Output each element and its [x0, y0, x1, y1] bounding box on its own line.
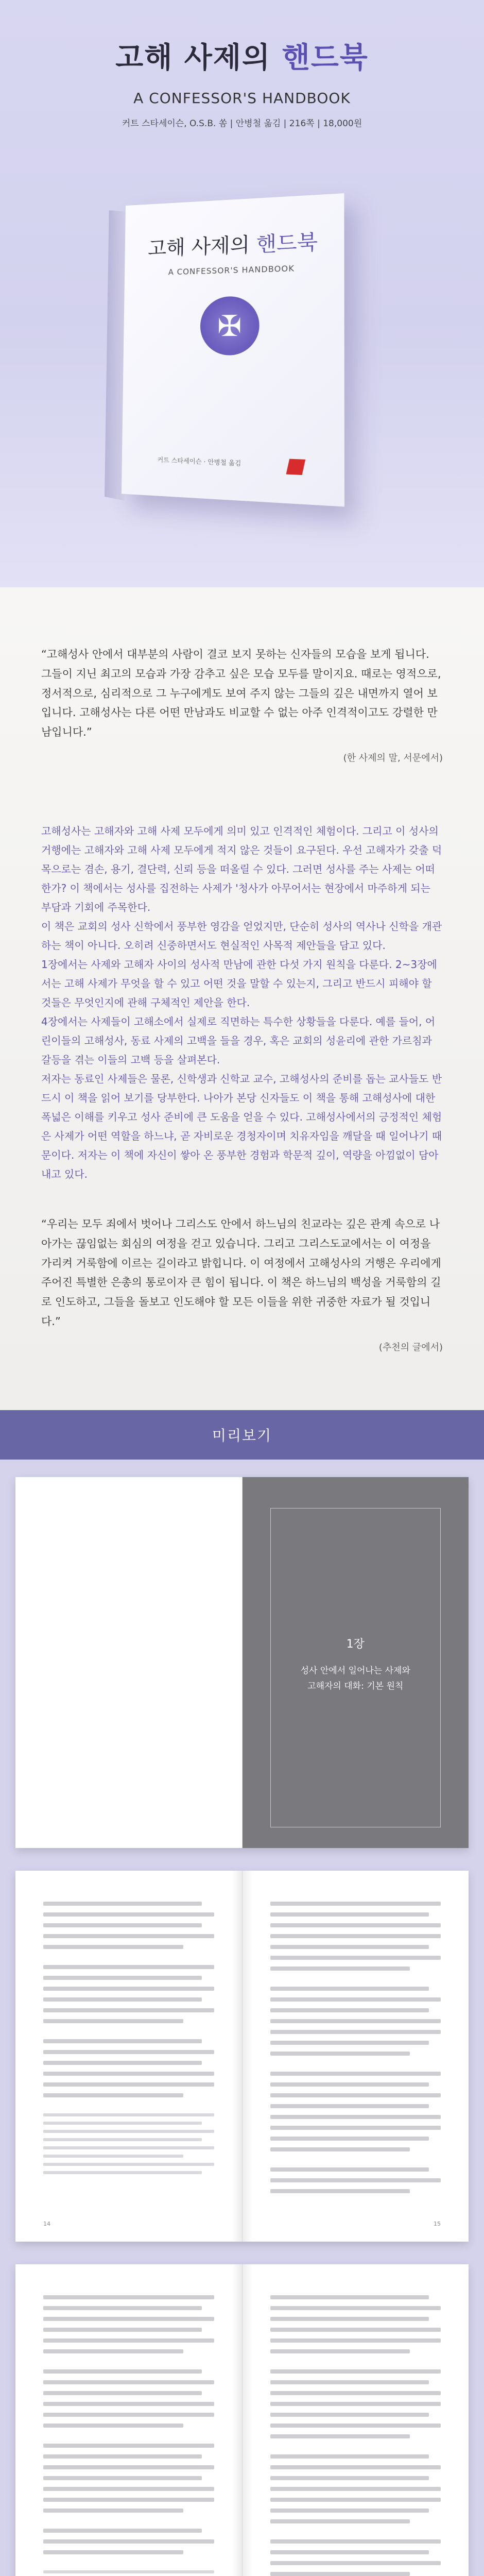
text-line-placeholder — [43, 2171, 202, 2174]
text-line-placeholder — [270, 2380, 429, 2384]
preview-heading: 미리보기 — [212, 1427, 272, 1444]
text-line-placeholder — [43, 1997, 202, 2002]
text-line-placeholder — [270, 2093, 441, 2097]
hero-title — [0, 0, 484, 76]
text-line-placeholder — [43, 2146, 214, 2149]
recommendation-quote-source: (추천의 글에서) — [378, 1342, 443, 1353]
preview-pages — [0, 1460, 484, 2576]
description-paragraph: 저자는 동료인 사제들은 물론, 신학생과 신학교 교수, 고해성사의 준비를 돕는 교사들도 반드시 이 책을 읽어 보기를 당부한다. 나아가 본당 신자들도 이 책을 통해 고해성사에 대한 폭넓은 이해를 키우고 성사 준비에 큰 도움을 얻을 수 있다. 고해성사에서의 긍정적인 체험은 사제가 어떤 역할을 하느냐, 곧 자비로운 경청자이며 치유자임을 깨달을 때 일어나기 때문이다. 저자는 이 책에 자신이 쌓아 온 풍부한 경험과 학문적 깊이, 역량을 아낌없이 담아내고 있다. — [41, 1072, 442, 1180]
blank-page — [15, 1477, 243, 1848]
text-line-placeholder — [270, 2561, 441, 2565]
book-description — [41, 822, 443, 1184]
page-spread — [15, 1871, 469, 2242]
text-line-placeholder — [43, 2369, 202, 2374]
text-line-placeholder — [270, 2509, 429, 2513]
text-line-placeholder — [270, 1967, 410, 1971]
description-paragraph: 1장에서는 사제와 고해자 사이의 성사적 만남에 관한 다섯 가지 원칙을 다룬다. 2~3장에서는 고해 사제가 무엇을 할 수 있고 어떤 것을 말할 수 있는지, 그리고 반드시 피해야 할 것들은 무엇인지에 관해 구체적인 제안을 한다. — [41, 958, 437, 1009]
text-line-placeholder — [43, 2550, 183, 2554]
book-meta-info: 커트 스타세이슨, O.S.B. 쏨 | 안병철 옮김 | 216쪽 | 18,000원 — [122, 118, 362, 129]
text-line-placeholder — [43, 2155, 183, 2158]
text-line-placeholder — [43, 2402, 214, 2406]
text-line-placeholder — [43, 2444, 214, 2448]
text-line-placeholder — [43, 2509, 183, 2513]
text-line-placeholder — [270, 1923, 441, 1927]
text-page — [243, 1871, 469, 2242]
text-line-placeholder — [270, 2550, 429, 2554]
text-line-placeholder — [270, 2402, 441, 2406]
text-line-placeholder — [43, 1912, 214, 1917]
text-line-placeholder — [43, 2498, 214, 2502]
book-cover-subtitle: A CONFESSOR'S HANDBOOK — [168, 263, 295, 277]
text-line-placeholder — [270, 2306, 441, 2310]
text-line-placeholder — [43, 2113, 214, 2116]
text-line-placeholder — [270, 2413, 429, 2417]
text-line-placeholder — [43, 2306, 202, 2310]
text-line-placeholder — [270, 2391, 441, 2395]
text-line-placeholder — [270, 2082, 429, 2087]
page-spread — [15, 2264, 469, 2576]
text-line-placeholder — [43, 2349, 183, 2353]
text-line-placeholder — [43, 2093, 183, 2097]
text-line-placeholder — [43, 1945, 183, 1949]
text-line-placeholder — [43, 2082, 214, 2087]
text-line-placeholder — [43, 2413, 214, 2417]
chapter-number: 1장 — [346, 1637, 365, 1651]
text-line-placeholder — [43, 2039, 202, 2043]
text-line-placeholder — [43, 2380, 214, 2384]
text-line-placeholder — [270, 2572, 410, 2576]
text-page — [15, 2264, 243, 2576]
text-line-placeholder — [270, 1902, 441, 1906]
text-line-placeholder — [270, 2008, 429, 2012]
text-line-placeholder — [43, 1902, 202, 1906]
text-line-placeholder — [43, 2008, 214, 2012]
text-line-placeholder — [270, 2434, 410, 2438]
text-line-placeholder — [43, 2424, 183, 2428]
text-line-placeholder — [270, 2126, 441, 2130]
text-line-placeholder — [270, 1912, 429, 1917]
text-line-placeholder — [270, 1987, 429, 1991]
text-line-placeholder — [43, 1987, 214, 1991]
page-number: 14 — [43, 2220, 50, 2227]
text-line-placeholder — [270, 2052, 410, 2056]
text-line-placeholder — [43, 2163, 214, 2166]
text-line-placeholder — [43, 1934, 214, 1938]
text-line-placeholder — [43, 1976, 202, 1980]
text-line-placeholder — [43, 2295, 214, 2299]
text-line-placeholder — [270, 2030, 441, 2034]
text-line-placeholder — [270, 2115, 441, 2119]
book-cover-title-accent: 핸드북 — [256, 230, 318, 257]
opening-quote-source: (한 사제의 말, 서문에서) — [343, 752, 443, 764]
text-line-placeholder — [43, 2476, 202, 2480]
page-spread — [15, 1477, 469, 1848]
book-cover-title — [140, 225, 327, 261]
text-line-placeholder — [43, 2338, 214, 2343]
text-line-placeholder — [270, 2295, 429, 2299]
text-line-placeholder — [270, 1945, 429, 1949]
description-paragraph: 4장에서는 사제들이 고해소에서 실제로 직면하는 특수한 상황들을 다룬다. 예를 들어, 어린이들의 고해성사, 동료 사제의 고백을 들을 경우, 혹은 교회의 성윤리에 관한 가르침과 갈등을 겪는 이들의 고백 등을 살펴본다. — [41, 1015, 436, 1066]
book-cover-image — [122, 193, 344, 506]
text-line-placeholder — [43, 2138, 202, 2141]
text-line-placeholder — [270, 2519, 410, 2523]
text-line-placeholder — [43, 2465, 214, 2469]
text-line-placeholder — [43, 2454, 202, 2459]
text-line-placeholder — [43, 2130, 214, 2133]
text-line-placeholder — [270, 2338, 441, 2343]
preview-section-header — [0, 1410, 484, 1460]
book-introduction — [0, 587, 484, 1410]
text-line-placeholder — [43, 2072, 214, 2076]
text-line-placeholder — [270, 2539, 441, 2544]
text-line-placeholder — [270, 2349, 410, 2353]
text-line-placeholder — [270, 2369, 441, 2374]
recommendation-quote: “우리는 모두 죄에서 벗어나 그리스도 안에서 하느님의 친교라는 깊은 관계 속으로 나아가는 끊임없는 회심의 여정을 걷고 있습니다. 그리고 그리스도교에서는 이 여정을 가리켜 거룩함에 이르는 길이라고 밝힙니다. 이 여정에서 고해성사의 거행은 우리에게 주어진 특별한 은총의 통로이자 큰 힘이 됩니다. 이 책은 하느님의 백성을 거룩함의 길로 인도하고, 그들을 돌보고 인도해야 할 모든 이들을 위한 귀중한 자료가 될 것입니다.” — [41, 1217, 441, 1328]
text-line-placeholder — [43, 2061, 202, 2065]
text-line-placeholder — [43, 2122, 202, 2125]
text-line-placeholder — [43, 2050, 214, 2054]
text-line-placeholder — [270, 2104, 429, 2108]
text-page — [15, 1871, 243, 2242]
book-cover-author: 커트 스타세이슨 · 안병철 옮김 — [157, 456, 241, 467]
text-line-placeholder — [270, 2041, 429, 2045]
hero-title-accent: 핸드북 — [282, 41, 369, 75]
text-line-placeholder — [270, 2487, 441, 2491]
cross-emblem-icon: ✠ — [200, 296, 259, 355]
text-line-placeholder — [270, 2328, 441, 2332]
text-line-placeholder — [270, 2498, 441, 2502]
opening-quote: “고해성사 안에서 대부분의 사람이 결코 보지 못하는 신자들의 모습을 보게 됩니다. 그들이 지닌 최고의 모습과 가장 감추고 싶은 모습 모두를 말이지요. 때로는 영적으로, 정서적으로, 심리적으로 그 누구에게도 보여 주지 않는 그들의 깊은 내면까지 열어 보입니다. 고해성사는 다른 어떤 만남과도 비교할 수 없는 아주 인격적이고도 강렬한 만남입니다.” — [41, 648, 441, 739]
text-line-placeholder — [270, 1997, 441, 2002]
text-line-placeholder — [43, 2539, 214, 2544]
book-cover — [122, 193, 344, 506]
text-line-placeholder — [270, 2072, 441, 2076]
text-line-placeholder — [43, 2019, 183, 2023]
hero-banner — [0, 0, 484, 587]
text-line-placeholder — [270, 1956, 441, 1960]
text-line-placeholder — [43, 2487, 214, 2491]
page-number: 15 — [434, 2220, 441, 2227]
description-paragraph: 이 책은 교회의 성사 신학에서 풍부한 영감을 얻었지만, 단순히 성사의 역사나 신학을 개관하는 책이 아니다. 오히려 신중하면서도 현실적인 사목적 제안들을 담고 있다. — [41, 920, 442, 952]
hero-subtitle: A CONFESSOR'S HANDBOOK — [133, 90, 351, 107]
hero-title-main: 고해 사제의 — [115, 41, 282, 75]
chapter-frame — [270, 1508, 441, 1827]
text-page — [243, 2264, 469, 2576]
text-line-placeholder — [270, 2137, 429, 2141]
text-line-placeholder — [270, 2189, 410, 2193]
text-line-placeholder — [43, 2391, 202, 2395]
text-line-placeholder — [270, 2019, 441, 2023]
text-line-placeholder — [270, 2317, 429, 2321]
text-line-placeholder — [270, 2178, 441, 2182]
chapter-title-line-2: 고해자의 대화: 기본 원칙 — [307, 1681, 404, 1691]
text-line-placeholder — [43, 2570, 214, 2573]
text-line-placeholder — [270, 2465, 441, 2469]
description-paragraph: 고해성사는 고해자와 고해 사제 모두에게 의미 있고 인격적인 체험이다. 그리고 이 성사의 거행에는 고해자와 고해 사제 모두에게 적지 않은 것들이 요구된다. 우선 고해자가 갖출 덕목으로는 겸손, 용기, 결단력, 신뢰 등을 떠올릴 수 있다. 그러면 성사를 주는 사제는 어떠한가? 이 책에서는 성사를 집전하는 사제가 '청사가 아무어서는 현장에서 마주하게 되는 부담과 기회에 주목한다. — [41, 824, 442, 913]
text-line-placeholder — [43, 2328, 202, 2332]
chapter-opening-page — [243, 1477, 469, 1848]
text-line-placeholder — [43, 1965, 214, 1969]
text-line-placeholder — [270, 2476, 429, 2480]
text-line-placeholder — [43, 1923, 202, 1927]
text-line-placeholder — [270, 1934, 441, 1938]
text-line-placeholder — [43, 2529, 202, 2533]
text-line-placeholder — [270, 2147, 410, 2151]
text-line-placeholder — [270, 2167, 429, 2172]
chapter-title-line-1: 성사 안에서 일어나는 사제와 — [300, 1665, 410, 1676]
text-line-placeholder — [270, 2424, 441, 2428]
text-line-placeholder — [270, 2454, 429, 2459]
publisher-logo-icon — [286, 459, 306, 475]
book-cover-title-main: 고해 사제의 — [147, 232, 256, 260]
text-line-placeholder — [43, 2317, 214, 2321]
